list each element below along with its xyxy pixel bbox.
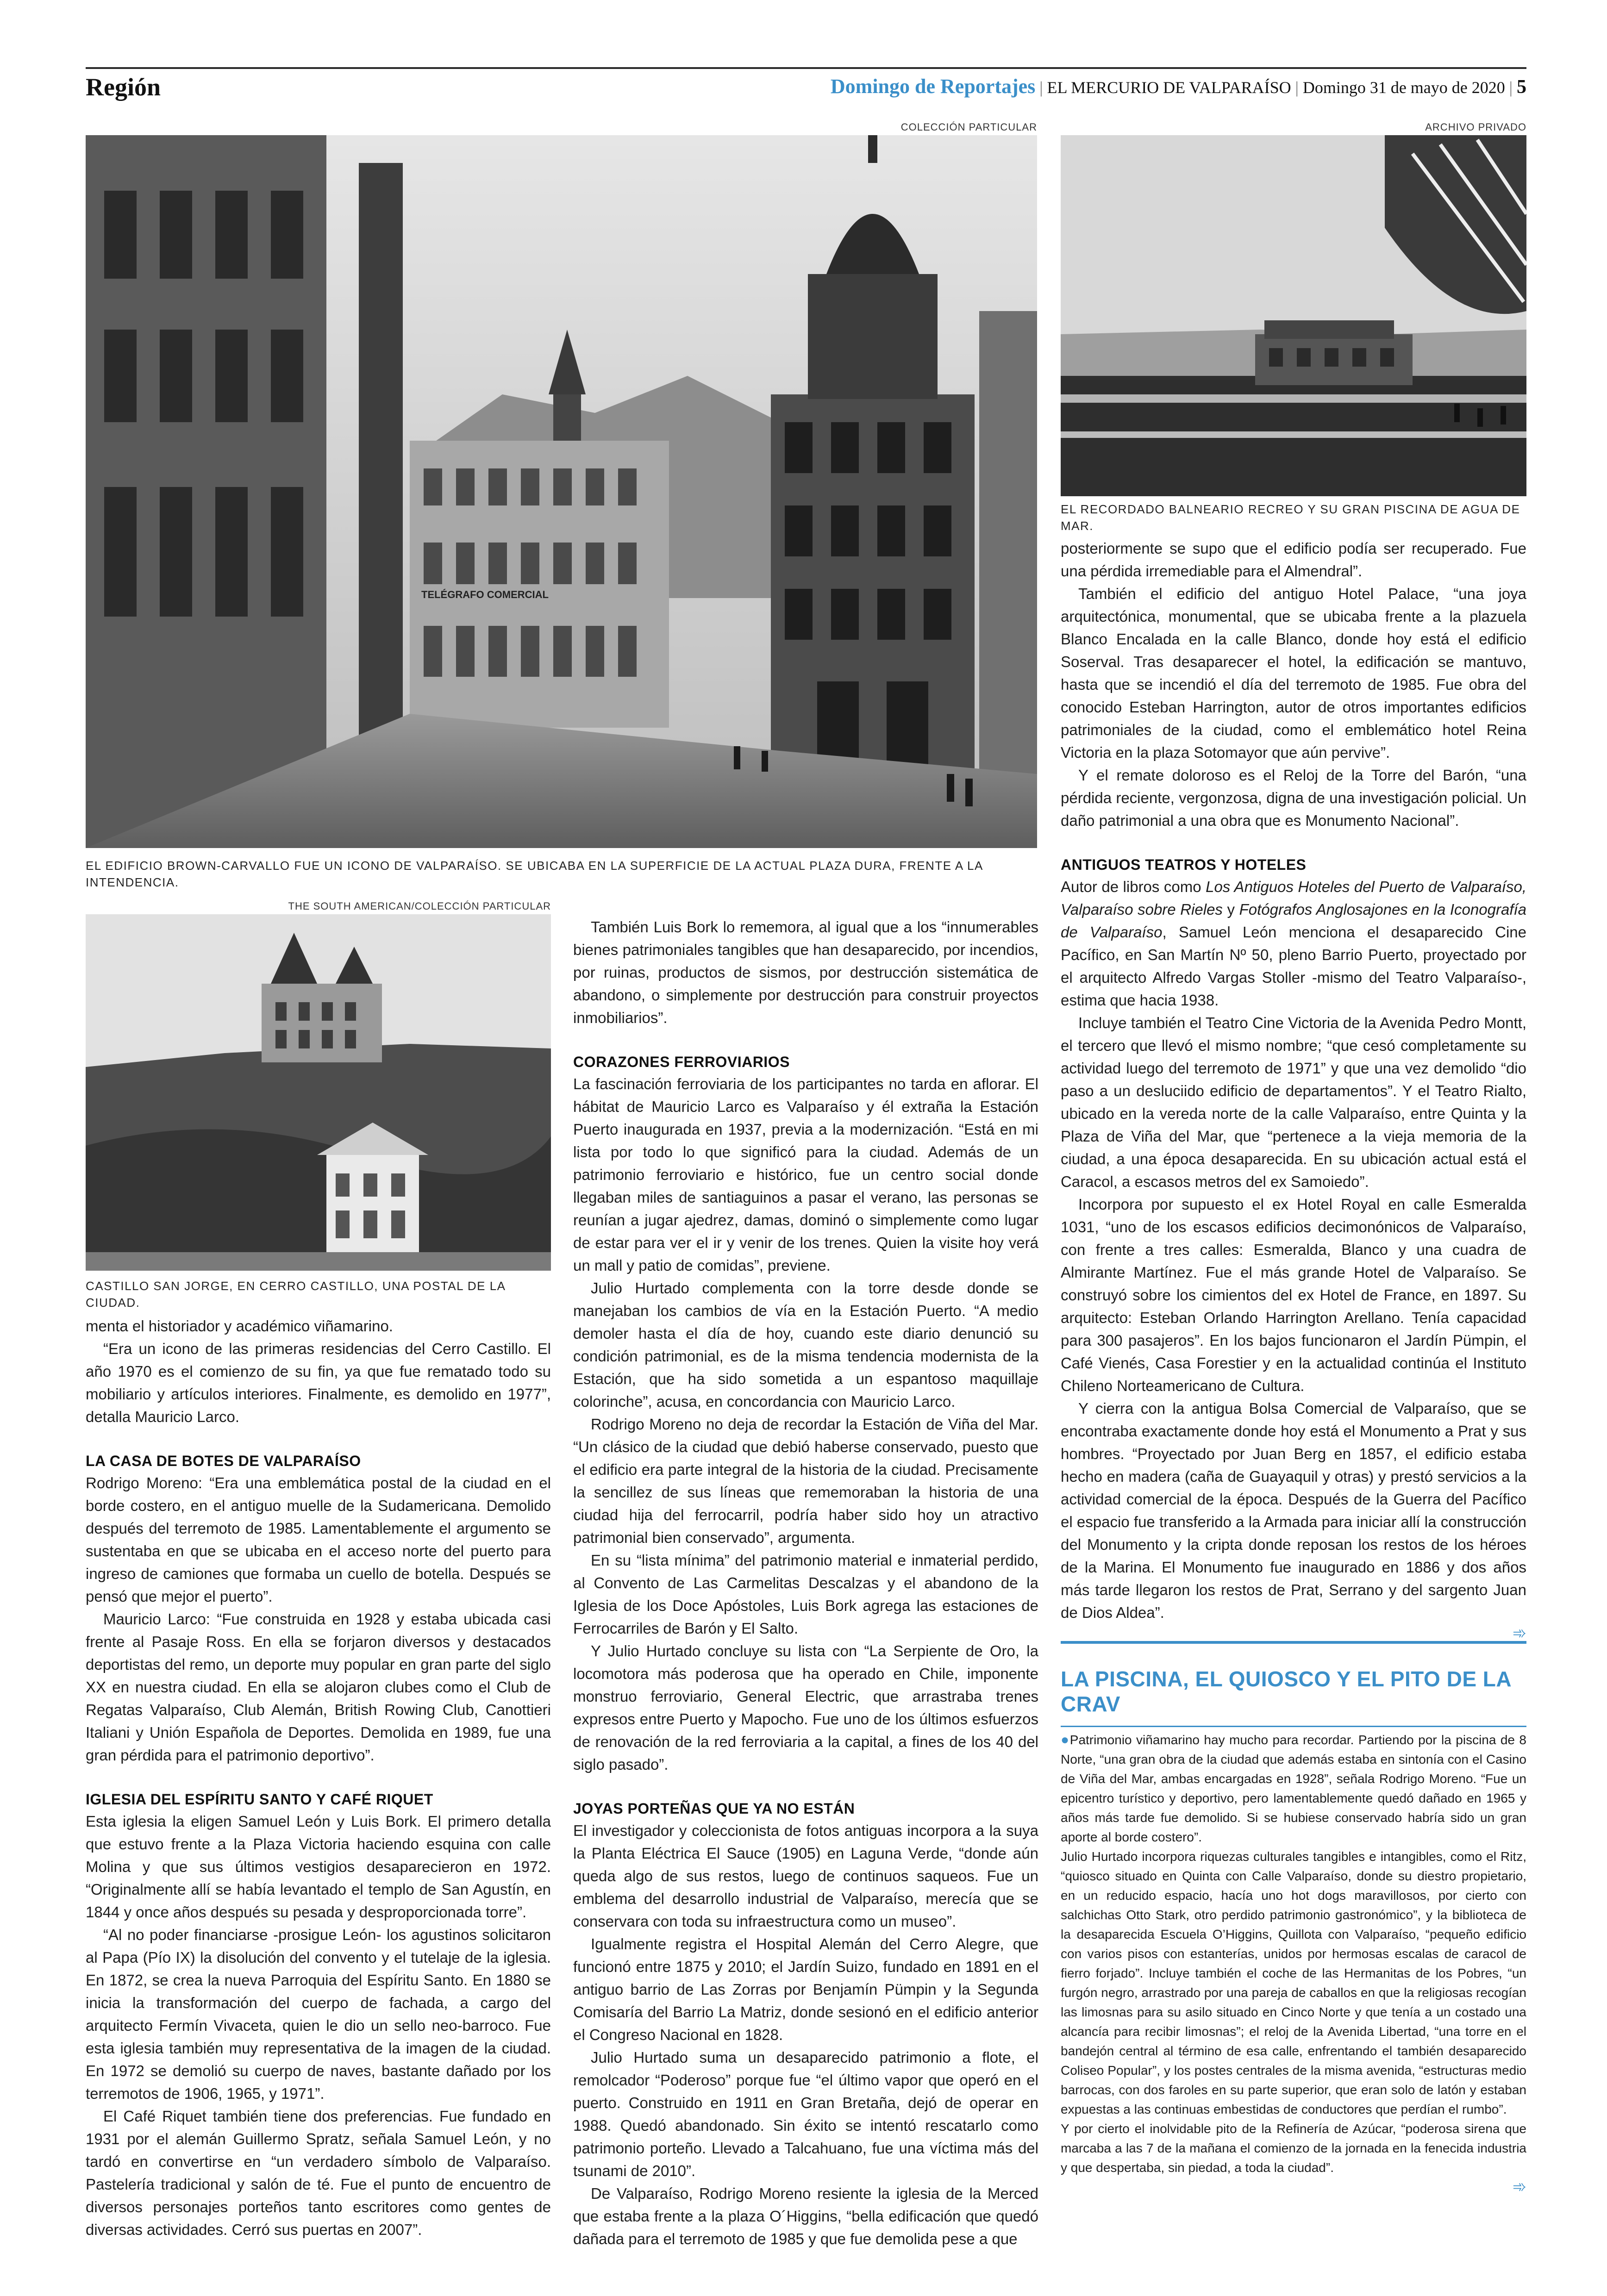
pool-photo	[1061, 135, 1526, 496]
article-column-2	[573, 916, 1038, 2250]
brown-carvallo-building-image	[86, 135, 1037, 848]
paragraph: También el edificio del antiguo Hotel Palace, “una joya arquitectónica, monumental, que se ubicaba frente a la plazuela Blanco Encalada en la calle Blanco, donde hoy está el edificio Soserval. Tras desaparecer el hotel, la edificación se mantuvo, hasta que se incendió el día del terremoto de 1985. Fue obra del conocido Esteban Harrington, autor de otros importantes edificios patrimoniales de la ciudad, como el emblemático hotel Reina Victoria en la plaza Sotomayor que aún pervive”.	[1061, 585, 1526, 761]
continue-arrow-icon: ➾	[1512, 2177, 1526, 2196]
castillo-san-jorge-image	[86, 914, 551, 1271]
main-photo-credit: COLECCIÓN PARTICULAR	[900, 121, 1037, 133]
sidebar-paragraph: Julio Hurtado incorpora riquezas culturales tangibles e intangibles, como el Ritz, “quiosco situado en Quinta con Calle Valparaíso, donde su diestro propietario, en un reducido espacio, hacía uno hot dogs maravillosos, por cierto con salchichas Otto Stark, otro perdido patrimonio gastronómico”, y la biblioteca de la desaparecida Escuela O’Higgins, Quillota con Valparaíso, “pequeño edificio con varios pisos con estanterías, unidos por hermosas escalas de caracol de fierro forjado”. Incluye también el coche de las Hermanitas de los Pobres, “un furgón negro, arrastrado por una pareja de caballos en que la religiosas recogían las limosnas para su asilo situado en Cinco Norte y que tenía a un costado una alcancía para recibir limosnas”; el reloj de la Avenida Libertad, “una torre en el bandejón central al término de esa calle, enfrentando el también desaparecido Coliseo Popular”, y los postes centrales de la misma avenida, “estructuras medio barrocas, con dos faroles en su parte superior, que eran solo de latón y estaban expuestas a las continuas embestidas de conductores que perdían el rumbo”.	[1061, 1849, 1526, 2116]
main-photo	[86, 135, 1037, 848]
sidebar-paragraph: ●Patrimonio viñamarino hay mucho para recordar. Partiendo por la piscina de 8 Norte, “una gran obra de la ciudad que además estaba en sintonía con el Casino de Viña del Mar, ambas encargadas en 1928”, señala Rodrigo Moreno. “Fue un epicentro turístico y deportivo, pero lamentablemente quedó dañado en 1965 y años más tarde fue demolido. Si se hubiese conservado habría sido un gran aporte al borde costero”.	[1061, 1732, 1527, 1844]
paragraph: Esta iglesia la eligen Samuel León y Luis Bork. El primero detalla que estuvo frente a la Plaza Victoria haciendo esquina con calle Molina y que sus últimos vestigios desaparecieron en 1972. “Originalmente allí se había levantado el templo de San Agustín, en 1844 y once años después su pesada y desproporcionada torre”.	[86, 1813, 551, 1921]
sidebar-body	[1061, 1730, 1526, 2196]
castle-photo	[86, 914, 551, 1271]
paragraph: Y el remate doloroso es el Reloj de la Torre del Barón, “una pérdida reciente, vergonzosa, digna de una investigación policial. Un daño patrimonial a una obra que es Monumento Nacional”.	[1061, 767, 1526, 829]
paragraph: “Era un icono de las primeras residencias del Cerro Castillo. El año 1970 es el comienzo de su fin, ya que fue rematado todo su mobiliario y artículos interiores. Finalmente, es demolido en 1977”, detalla Mauricio Larco.	[86, 1340, 551, 1425]
paragraph: Rodrigo Moreno no deja de recordar la Estación de Viña del Mar. “Un clásico de la ciudad que debió haberse conservado, puesto que el edificio era parte integral de la historia de la ciudad. Precisamente la sencillez de sus líneas que rememoraban la historia de una ciudad hija del ferrocarril, podría haber sido hoy un atractivo patrimonial bien conservado”, argumenta.	[573, 1416, 1038, 1546]
paragraph: posteriormente se supo que el edificio podía ser recuperado. Fue una pérdida irremediable para el Almendral”.	[1061, 540, 1526, 580]
continue-arrow-icon: ➾	[1512, 1623, 1526, 1642]
bullet-icon: ●	[1061, 1732, 1070, 1747]
article-column-1	[86, 1315, 551, 2241]
paragraph: Rodrigo Moreno: “Era una emblemática postal de la ciudad en el borde costero, en el antiguo muelle de la Sudamericana. Demolido después del terremoto de 1985. Lamentablemente el argumento se sustentaba en que se ubicaba en el acceso norte del puerto para ingreso de camiones que formaba un cuello de botella. Después se pensó que mejor el puerto”.	[86, 1474, 551, 1605]
paragraph: Incluye también el Teatro Cine Victoria de la Avenida Pedro Montt, el tercero que llevó el mismo nombre; “que cesó completamente su actividad luego del terremoto de 1971” y que una vez demolido “dio paso a un desluciido edificio de departamentos”. Y el Teatro Rialto, ubicado en la vereda norte de la calle Valparaíso, entre Quinta y la Plaza de Viña del Mar, que “pertenece a la vieja memoria de la ciudad, a una época desaparecida. En su ubicación actual está el Caracol, a escasos metros del ex Samoiedo”.	[1061, 1014, 1526, 1190]
masthead: Domingo de Reportajes | EL MERCURIO DE VALPARAÍSO | Domingo 31 de mayo de 2020 | 5	[830, 75, 1526, 98]
paragraph: Autor de libros como Los Antiguos Hoteles del Puerto de Valparaíso, Valparaíso sobre Rieles y Fotógrafos Anglosajones en la Iconografía de Valparaíso, Samuel León menciona el desaparecido Cine Pacífico, en San Martín Nº 50, pleno Barrio Puerto, proyectado por el arquitecto Alfredo Vargas Stoller -mismo del Teatro Valparaíso-, estima que hacia 1938.	[1061, 878, 1526, 1009]
paragraph: El Café Riquet también tiene dos preferencias. Fue fundado en 1931 por el alemán Guillermo Spratz, señala Samuel León, y no tardó en convertirse en “un verdadero símbolo de Valparaíso. Pastelería tradicional y salón de té. Fue el punto de encuentro de diversos personajes porteños tanto escritores como gentes de diversas actividades. Cerró sus puertas en 2007”.	[86, 2108, 551, 2238]
castle-photo-credit: THE SOUTH AMERICAN/COLECCIÓN PARTICULAR	[288, 900, 551, 912]
paragraph: De Valparaíso, Rodrigo Moreno resiente la iglesia de la Merced que estaba frente a la plaza O´Higgins, “bella edificación que quedó dañada para el terremoto de 1985 y que fue demolida pese a que	[573, 2185, 1038, 2247]
subheading-corazones-ferroviarios: CORAZONES FERROVIARIOS	[573, 1054, 790, 1070]
paragraph: Julio Hurtado suma un desaparecido patrimonio a flote, el remolcador “Poderoso” porque fue “el último vapor que operó en el puerto. Construido en 1911 en Gran Bretaña, dejó de operar en 1988. Quedó abandonado. Sin éxito se intentó rescatarlo como patrimonio porteño. Llevado a Talcahuano, fue una víctima más del tsunami de 2010”.	[573, 2049, 1038, 2179]
paragraph: Julio Hurtado complementa con la torre desde donde se manejaban los cambios de vía en la Estación Puerto. “A medio demoler hasta el día de hoy, cuando este diario denunció su condición patrimonial, es de la misma tendencia modernista de la Estación, que ha sido sometida a un espantoso maquillaje colorinche”, acusa, en concordancia con Mauricio Larco.	[573, 1279, 1038, 1410]
issue-date: Domingo 31 de mayo de 2020	[1302, 78, 1505, 97]
subheading-teatros-y-hoteles: ANTIGUOS TEATROS Y HOTELES	[1061, 856, 1307, 873]
castle-photo-caption: CASTILLO SAN JORGE, EN CERRO CASTILLO, UNA POSTAL DE LA CIUDAD.	[86, 1279, 506, 1310]
paragraph: Mauricio Larco: “Fue construida en 1928 y estaba ubicada casi frente al Pasaje Ross. En ella se forjaron diversos y destacados deportistas del remo, un deporte muy popular en gran parte del siglo XX en nuestra ciudad. En ella se alojaron clubes como el Club de Regatas Valparaíso, Club Alemán, British Rowing Club, Canottieri Italiani y Unión Española de Deportes. Demolida en 1989, fue una gran pérdida para el patrimonio deportivo”.	[86, 1610, 551, 1764]
balneario-recreo-image	[1061, 135, 1526, 496]
telegraph-sign: TELÉGRAFO COMERCIAL	[421, 589, 549, 600]
subheading-casa-de-botes: LA CASA DE BOTES DE VALPARAÍSO	[86, 1453, 361, 1469]
main-photo-caption: EL EDIFICIO BROWN-CARVALLO FUE UN ICONO DE VALPARAÍSO. SE UBICABA EN LA SUPERFICIE DE LA ACTUAL PLAZA DURA, FRENTE A LA INTENDENCIA.	[86, 859, 983, 889]
paragraph: Y Julio Hurtado concluye su lista con “La Serpiente de Oro, la locomotora más poderosa que ha operado en Chile, imponente monstruo ferroviario, General Electric, que arrastraba trenes expresos entre Puerto y Mapocho. Fue uno de los últimos esfuerzos de renovación de la red ferroviaria a la capital, a fines de los 40 del siglo pasado”.	[573, 1642, 1038, 1773]
pool-photo-caption: EL RECORDADO BALNEARIO RECREO Y SU GRAN PISCINA DE AGUA DE MAR.	[1061, 502, 1520, 533]
newspaper-name: EL MERCURIO DE VALPARAÍSO	[1047, 78, 1291, 97]
subheading-joyas-portenas: JOYAS PORTEÑAS QUE YA NO ESTÁN	[573, 1800, 855, 1817]
book-title: Los Antiguos Hoteles del Puerto de Valparaíso, Valparaíso sobre Rieles	[1061, 878, 1526, 918]
book-title: Fotógrafos Anglosajones en la Iconografía de Valparaíso	[1061, 901, 1526, 941]
article-column-3	[1061, 537, 1526, 1642]
paragraph: menta el historiador y académico viñamarino.	[86, 1317, 393, 1335]
brand-name: Domingo de Reportajes	[830, 75, 1036, 98]
paragraph: En su “lista mínima” del patrimonio material e inmaterial perdido, al Convento de Las Carmelitas Descalzas y el abandono de la Iglesia de los Doce Apóstoles, Luis Bork agrega las estaciones de Ferrocarriles de Barón y El Salto.	[573, 1552, 1038, 1637]
paragraph: El investigador y coleccionista de fotos antiguas incorpora a la suya la Planta Eléctrica El Sauce (1905) en Laguna Verde, “donde aún queda algo de sus restos, luego de continuos saqueos. Fue un emblema del desarrollo industrial de Valparaíso, merecía que se conservara con toda su infraestructura como un museo”.	[573, 1822, 1038, 1930]
subheading-iglesia-espiritu-santo: IGLESIA DEL ESPÍRITU SANTO Y CAFÉ RIQUET	[86, 1791, 433, 1808]
paragraph: “Al no poder financiarse -prosigue León- los agustinos solicitaron al Papa (Pío IX) la disolución del convento y el tutelaje de la iglesia. En 1872, se crea la nueva Parroquia del Espíritu Santo. En 1880 se inicia la transformación del cuerpo de fachada, a cargo del arquitecto Fermín Vivaceta, quien le dio un sello neo-barroco. Fue esta iglesia también muy representativa de la imagen de la ciudad. En 1972 se demolió su cuerpo de naves, bastante dañado por los terremotos de 1906, 1965, y 1971”.	[86, 1926, 551, 2102]
paragraph: La fascinación ferroviaria de los participantes no tarda en aflorar. El hábitat de Mauricio Larco es Valparaíso y él extraña la Estación Puerto inaugurada en 1937, previa a la modernización. “Está en mi lista por todo lo que significó para la ciudad. Además de un patrimonio ferroviario e histórico, fue un centro social donde llegaban miles de santiaguinos a pasar el verano, las personas se reunían a jugar ajedrez, damas, dominó o simplemente como lugar de estar para ver el ir y venir de los trenes. Quien la visite hoy verá un mall y patio de comidas”, previene.	[573, 1075, 1038, 1274]
pool-photo-credit: ARCHIVO PRIVADO	[1425, 121, 1526, 133]
sidebar-title: LA PISCINA, EL QUIOSCO Y EL PITO DE LA CRAV	[1061, 1666, 1526, 1727]
paragraph: Y cierra con la antigua Bolsa Comercial de Valparaíso, que se encontraba exactamente donde hoy está el Monumento a Prat y sus hombres. “Proyectado por Juan Berg en 1857, el edificio estaba hecho en madera (caña de Guayaquil y otras) y prestó servicios a la actividad comercial de la época. Después de la Guerra del Pacífico el espacio fue transferido a la Armada para iniciar allí la construcción del Monumento y la cripta donde reposan los restos de los héroes de la Marina. El Monumento fue inaugurado en 1886 y dos años más tarde llegaron los restos de Prat, Serrano y del sargento Juan de Dios Aldea”.	[1061, 1400, 1526, 1621]
page-number: 5	[1517, 76, 1526, 98]
paragraph: Igualmente registra el Hospital Alemán del Cerro Alegre, que funcionó entre 1875 y 2010; el Jardín Suizo, fundado en 1891 en el antiguo barrio de Las Zorras por Benjamín Pümpin y la Segunda Comisaría del Barrio La Matriz, donde sesionó en el edificio anterior el Congreso Nacional en 1828.	[573, 1935, 1038, 2043]
paragraph: También Luis Bork lo rememora, al igual que a los “innumerables bienes patrimoniales tangibles que han desaparecido, por incendios, por ruinas, productos de sismos, por destrucción sistemática de abandono, o simplemente por destrucción para construir proyectos inmobiliarios”.	[573, 918, 1038, 1026]
page-header	[86, 67, 1526, 109]
paragraph: Incorpora por supuesto el ex Hotel Royal en calle Esmeralda 1031, “uno de los escasos edificios decimonónicos de Valparaíso, con frente a tres calles: Esmeralda, Blanco y una cuadra de Almirante Martínez. Fue el más grande Hotel de Valparaíso. Se construyó sobre los cimientos del ex Hotel de France, en 1897. Su arquitecto: Esteban Orlando Harrington Arellano. Tenía capacidad para 300 pasajeros”. En los bajos funcionaron el Jardín Pümpin, el Café Vienés, Casa Forestier y en la actualidad continúa el Instituto Chileno Norteamericano de Cultura.	[1061, 1196, 1526, 1394]
section-name: Región	[86, 73, 161, 101]
sidebar-paragraph: Y por cierto el inolvidable pito de la Refinería de Azúcar, “poderosa sirena que marcaba a las 7 de la mañana el comienzo de la jornada en la fenecida industria y que despertaba, sin piedad, a toda la ciudad”.	[1061, 2121, 1526, 2175]
